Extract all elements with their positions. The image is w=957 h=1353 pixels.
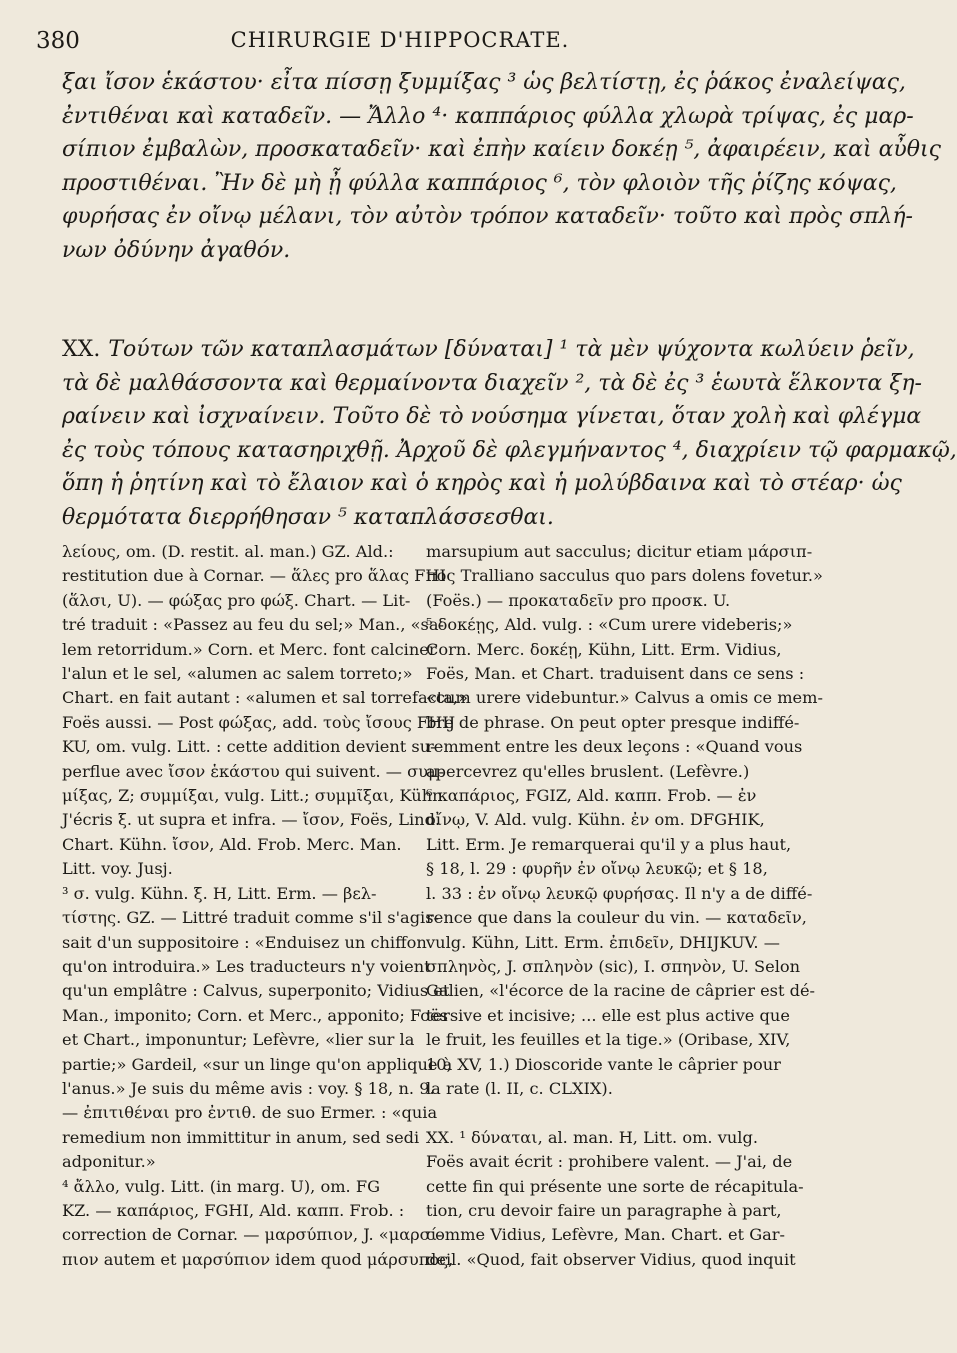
footnote-line: le fruit, les feuilles et la tige.» (Oribase, XIV,	[426, 1030, 791, 1050]
running-head	[36, 28, 764, 58]
body-line: ὅπη ἡ ῥητίνη καὶ τὸ ἔλαιον καὶ ὁ κηρὸς καὶ ἡ μολύβδαινα καὶ τὸ στέαρ· ὡς	[62, 471, 902, 496]
footnote-line: Foës avait écrit : prohibere valent. — J'ai, de	[426, 1152, 793, 1172]
footnote-line: Chart. Kühn. ἴσον, Ald. Frob. Merc. Man.	[62, 834, 402, 854]
body-line: θερμότατα διερρήθησαν ⁵ καταπλάσσεσθαι.	[62, 504, 554, 530]
footnote-line: vulg. Kühn, Litt. Erm. ἐπιδεῖν, DHIJKUV. —	[426, 932, 780, 952]
body-line: τὰ δὲ μαλθάσσοντα καὶ θερμαίνοντα διαχεῖν ², τὰ δὲ ἐς ³ ἑωυτὰ ἕλκοντα ξη-	[62, 370, 922, 396]
footnote-line: tion, cru devoir faire un paragraphe à part,	[426, 1200, 782, 1220]
footnote-line: οἴνῳ, V. Ald. vulg. Kühn. ἐν om. DFGHIK,	[426, 810, 765, 830]
footnote-line: remedium non immittitur in anum, sed sedi	[62, 1127, 420, 1147]
footnote-line: correction de Cornar. — μαρσύπιον, J. «μαρσί-	[62, 1225, 443, 1245]
footnote-line: (Foës.) — προκαταδεῖν pro προσκ. U.	[426, 590, 731, 610]
footnote-line: l. 33 : ἐν οἴνῳ λευκῷ φυρήσας. Il n'y a de diffé-	[426, 883, 813, 903]
footnote-line: apercevrez qu'elles bruslent. (Lefèvre.)	[426, 761, 750, 781]
footnote-line: ⁴ ἄλλο, vulg. Litt. (in marg. U), om. FG	[62, 1176, 381, 1196]
footnote-line: rence que dans la couleur du vin. — καταδεῖν,	[426, 908, 807, 928]
footnote-line: KU, om. vulg. Litt. : cette addition devient su-	[62, 737, 436, 757]
footnote-line: — ἐπιτιθέναι pro ἐντιθ. de suo Ermer. : «quia	[62, 1103, 438, 1123]
footnote-line: KZ. — καπάριος, FGHI, Ald. καππ. Frob. :	[62, 1200, 405, 1220]
footnote-line: ⁶ καπάριος, FGIZ, Ald. καππ. Frob. — ἐν	[426, 786, 757, 806]
body-line: ραίνειν καὶ ἰσχναίνειν. Τοῦτο δὲ τὸ νούσημα γίνεται, ὅταν χολὴ καὶ φλέγμα	[62, 404, 922, 429]
footnote-line: Foës, Man. et Chart. traduisent dans ce sens :	[426, 664, 805, 684]
footnote-line: Litt. Erm. Je remarquerai qu'il y a plus haut,	[426, 834, 792, 854]
footnote-line: remment entre les deux leçons : «Quand vous	[426, 737, 803, 757]
body-line: ἐντιθέναι καὶ καταδεῖν. — Ἄλλο ⁴· καππάριος φύλλα χλωρὰ τρίψας, ἐς μαρ-	[62, 103, 914, 129]
footnote-line: adponitur.»	[62, 1152, 156, 1172]
footnote-line: Chart. en fait autant : «alumen et sal torrefacta,»	[62, 688, 468, 708]
footnotes-left-column	[62, 540, 468, 1272]
footnote-line: ⁵ δοκέῃς, Ald. vulg. : «Cum urere videberis;»	[426, 615, 793, 635]
footnote-line: ³ σ. vulg. Kühn. ξ. H, Litt. Erm. — βελ-	[62, 883, 377, 903]
footnote-line: sait d'un suppositoire : «Enduisez un chiffon	[62, 932, 427, 952]
footnote-line: 10; XV, 1.) Dioscoride vante le câprier pour	[426, 1054, 781, 1074]
body-line	[62, 333, 915, 367]
footnote-line: l'alun et le sel, «alumen ac salem torreto;»	[62, 664, 413, 684]
footnote-line: perflue avec ἴσον ἑκάστου qui suivent. — συμ-	[62, 761, 444, 781]
footnote-line: qu'un emplâtre : Calvus, superponito; Vidius et	[62, 981, 450, 1001]
body-line: σίπιον ἐμβαλὼν, προσκαταδεῖν· καὶ ἐπὴν καίειν δοκέῃ ⁵, ἀφαιρέειν, καὶ αὖθις	[62, 137, 941, 162]
footnote-line: cette fin qui présente une sorte de récapitula-	[426, 1176, 804, 1196]
footnote-line	[426, 1101, 770, 1125]
footnotes-right-column	[426, 540, 823, 1272]
footnote-line: τίστης. GZ. — Littré traduit comme s'il s'agis-	[62, 908, 440, 928]
footnote-line: Corn. Merc. δοκέῃ, Kühn, Litt. Erm. Vidius,	[426, 639, 782, 659]
footnote-line: tersive et incisive; ... elle est plus active que	[426, 1005, 790, 1025]
greek-paragraph-continued	[62, 66, 941, 267]
greek-paragraph-xx	[62, 333, 957, 534]
footnote-line: (ἅλσι, U). — φώξας pro φώξ. Chart. — Lit-	[62, 590, 411, 610]
section-number: XX.	[62, 337, 101, 362]
footnote-line: Litt. voy. Jusj.	[62, 859, 173, 879]
body-line-text: Τούτων τῶν καταπλασμάτων [δύναται] ¹ τὰ μὲν ψύχοντα κωλύειν ῥεῖν,	[108, 337, 915, 362]
footnote-line: λείους, om. (D. restit. al. man.) GZ. Ald.:	[62, 542, 394, 561]
body-line: νων ὀδύνην ἀγαθόν.	[62, 237, 291, 263]
footnote-line: l'anus.» Je suis du même avis : voy. § 18, n. 9.	[62, 1078, 435, 1098]
footnote-line: la rate (l. II, c. CLXIX).	[426, 1078, 613, 1098]
footnote-line: XX. ¹ δύναται, al. man. H, Litt. om. vulg.	[426, 1127, 758, 1147]
footnote-line: deil. «Quod, fait observer Vidius, quod inquit	[426, 1249, 796, 1269]
footnote-line: § 18, l. 29 : φυρῆν ἐν οἴνῳ λευκῷ; et § 18,	[426, 859, 768, 879]
body-line: ἐς τοὺς τόπους κατασηριχθῇ. Ἀρχοῦ δὲ φλεγμήναντος ⁴, διαχρίειν τῷ φαρμακῷ,	[62, 437, 957, 463]
footnote-line: lem retorridum.» Corn. et Merc. font calciner	[62, 639, 437, 659]
footnote-line: Galien, «l'écorce de la racine de câprier est dé-	[426, 981, 816, 1001]
footnote-line: bre de phrase. On peut opter presque indiffé-	[426, 712, 800, 732]
body-line: προστιθέναι. Ἢν δὲ μὴ ᾖ φύλλα καππάριος ⁶, τὸν φλοιὸν τῆς ῥίζης κόψας,	[62, 170, 897, 196]
footnote-line: μίξας, Z; συμμίξαι, vulg. Litt.; συμμῖξαι, Kühn.	[62, 786, 448, 806]
footnote-line: J'écris ξ. ut supra et infra. — ἴσον, Foës, Lind.	[62, 810, 441, 830]
page-number: 380	[36, 28, 80, 54]
footnote-line: Foës aussi. — Post φώξας, add. τοὺς ἴσους FHIJ	[62, 712, 456, 732]
footnote-line: πιον autem et μαρσύπιον idem quod μάρσυπος,	[62, 1249, 454, 1269]
body-line: ξαι ἴσον ἑκάστου· εἶτα πίσσῃ ξυμμίξας ³ ὡς βελτίστῃ, ἐς ῥάκος ἐναλείψας,	[62, 70, 906, 95]
footnote-line: marsupium aut sacculus; dicitur etiam μάρσιπ-	[426, 542, 813, 561]
footnote-line: «cum urere videbuntur.» Calvus a omis ce mem-	[426, 688, 823, 708]
body-line: φυρήσας ἐν οἴνῳ μέλανι, τὸν αὐτὸν τρόπον καταδεῖν· τοῦτο καὶ πρὸς σπλή-	[62, 204, 913, 229]
footnote-line: comme Vidius, Lefèvre, Man. Chart. et Gar-	[426, 1225, 785, 1245]
footnote-line: Man., imponito; Corn. et Merc., apponito; Foës	[62, 1005, 448, 1025]
footnote-line: partie;» Gardeil, «sur un linge qu'on applique à	[62, 1054, 453, 1074]
footnote-line: σπληνὸς, J. σπληνὸν (sic), I. σπηνὸν, U. Selon	[426, 956, 801, 976]
footnote-line: πος Tralliano sacculus quo pars dolens fovetur.»	[426, 566, 823, 586]
footnote-line: restitution due à Cornar. — ἅλες pro ἅλας FHI	[62, 566, 446, 586]
footnote-line: tré traduit : «Passez au feu du sel;» Man., «sa-	[62, 615, 444, 635]
running-title: CHIRURGIE D'HIPPOCRATE.	[230, 28, 570, 52]
footnote-line: qu'on introduira.» Les traducteurs n'y voient	[62, 956, 431, 976]
footnote-line: et Chart., imponuntur; Lefèvre, «lier sur la	[62, 1030, 415, 1050]
